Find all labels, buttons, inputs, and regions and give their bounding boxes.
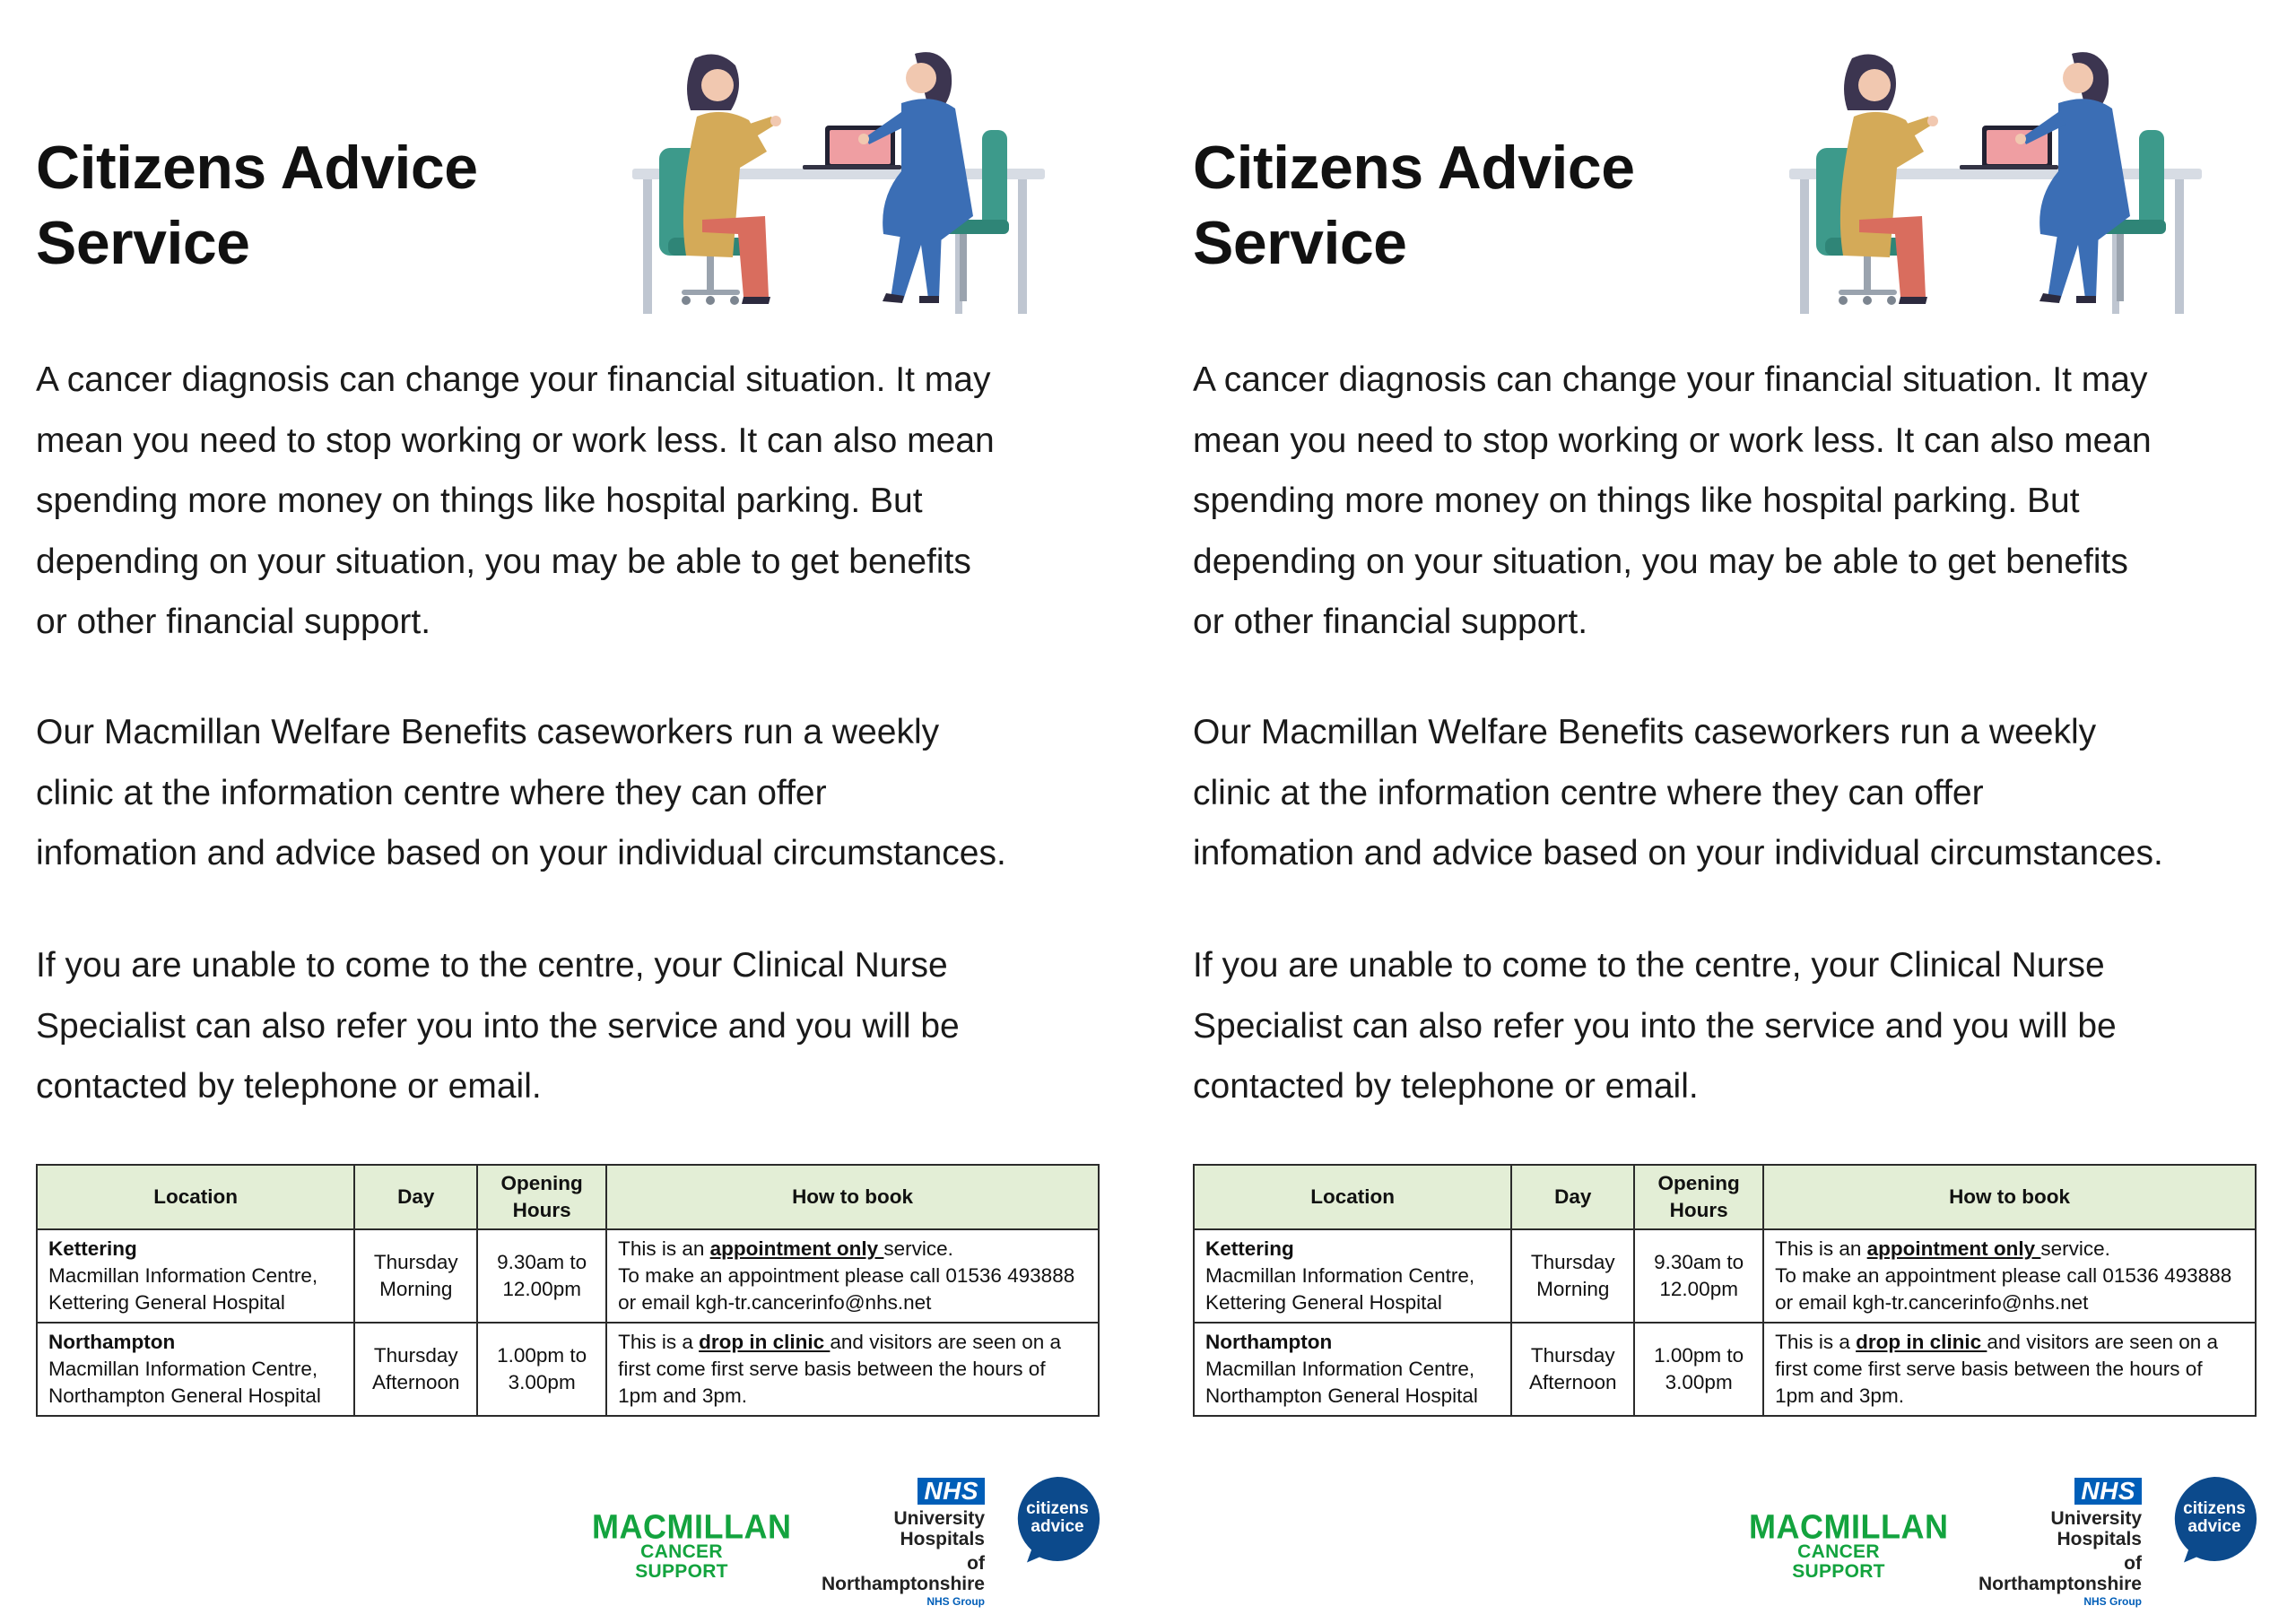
macmillan-tagline: CANCER SUPPORT [635, 1541, 728, 1582]
text-line: depending on your situation, you may be able to get benefits [36, 542, 971, 581]
nhs-logo [805, 1478, 985, 1609]
nhs-trust-name: University Hospitals [893, 1508, 985, 1549]
text-line: mean you need to stop working or work less. It can also mean [1193, 421, 2152, 460]
macmillan-wordmark: MACMILLAN [1749, 1506, 1949, 1546]
nhs-group-label: NHS Group [2083, 1595, 2142, 1608]
booking-emphasis: drop in clinic [699, 1331, 831, 1353]
title-line: Service [1193, 209, 1407, 277]
ca-line: advice [2187, 1517, 2241, 1536]
hours-line: 12.00pm [502, 1278, 581, 1300]
location-line: Macmillan Information Centre, [48, 1358, 318, 1380]
ca-line: citizens [1026, 1499, 1089, 1518]
location-name: Kettering [1205, 1237, 1294, 1260]
booking-text: This is an [1775, 1237, 1867, 1260]
location-name: Northampton [1205, 1331, 1333, 1353]
header-opening-hours [477, 1165, 606, 1229]
location-line: Macmillan Information Centre, [48, 1264, 318, 1287]
macmillan-wordmark: MACMILLAN [592, 1506, 792, 1546]
booking-text: service. [883, 1237, 953, 1260]
booking-line [1775, 1329, 2244, 1356]
citizens-advice-wordmark [1013, 1500, 1101, 1536]
cell-how-to-book [606, 1323, 1099, 1416]
booking-text: and visitors are seen on a [1987, 1331, 2219, 1353]
hours-line: 9.30am to [497, 1251, 587, 1273]
cell-location [1194, 1229, 1511, 1323]
cell-day [1511, 1229, 1634, 1323]
cell-how-to-book [606, 1229, 1099, 1323]
booking-email: or email kgh-tr.cancerinfo@nhs.net [618, 1291, 932, 1314]
header-hours-line: Opening [1657, 1172, 1740, 1194]
text-line: infomation and advice based on your individual circumstances. [36, 834, 1006, 872]
text-line: depending on your situation, you may be able to get benefits [1193, 542, 2128, 581]
citizens-advice-logo [1013, 1475, 1101, 1563]
booking-emphasis: drop in clinic [1856, 1331, 1987, 1353]
consultation-illustration [1789, 49, 2247, 318]
cell-location [37, 1323, 354, 1416]
title-line: Citizens Advice [36, 134, 478, 202]
macmillan-tagline: CANCER SUPPORT [1792, 1541, 1885, 1582]
location-name: Northampton [48, 1331, 176, 1353]
booking-line [1775, 1236, 2244, 1263]
text-line: contacted by telephone or email. [36, 1067, 542, 1106]
referral-paragraph [36, 935, 1112, 1117]
booking-text: This is an [618, 1237, 710, 1260]
location-line: Macmillan Information Centre, [1205, 1358, 1475, 1380]
clinic-paragraph [36, 702, 1112, 884]
booking-emphasis: appointment only [709, 1237, 884, 1260]
table-header-row [37, 1165, 1099, 1229]
cell-how-to-book [1763, 1229, 2256, 1323]
day-line: Thursday [373, 1344, 458, 1367]
hours-line: 1.00pm to [1654, 1344, 1744, 1367]
hours-line: 3.00pm [508, 1371, 576, 1393]
header-day: Day [1511, 1165, 1634, 1229]
title-line: Service [36, 209, 250, 277]
location-line: Macmillan Information Centre, [1205, 1264, 1475, 1287]
hours-line: 9.30am to [1654, 1251, 1744, 1273]
text-line: clinic at the information centre where they can offer [36, 773, 827, 812]
booking-phone: To make an appointment please call 01536 493888 [618, 1264, 1075, 1287]
cell-day [354, 1323, 477, 1416]
nhs-badge: NHS [2074, 1478, 2142, 1505]
macmillan-logo [592, 1506, 792, 1582]
text-line: infomation and advice based on your individual circumstances. [1193, 834, 2163, 872]
header-how-to-book: How to book [606, 1165, 1099, 1229]
text-line: If you are unable to come to the centre, your Clinical Nurse [36, 946, 948, 985]
booking-line: first come first serve basis between the hours of [1775, 1358, 2203, 1380]
day-line: Afternoon [371, 1371, 460, 1393]
header-location: Location [37, 1165, 354, 1229]
cell-how-to-book [1763, 1323, 2256, 1416]
clinic-table [1193, 1164, 2257, 1417]
text-line: mean you need to stop working or work less. It can also mean [36, 421, 995, 460]
booking-text: This is a [618, 1331, 700, 1353]
referral-paragraph [1193, 935, 2269, 1117]
table-row [1194, 1323, 2256, 1416]
cell-day [354, 1229, 477, 1323]
text-line: Specialist can also refer you into the service and you will be [36, 1006, 960, 1046]
location-name: Kettering [48, 1237, 137, 1260]
location-line: Northampton General Hospital [48, 1384, 321, 1407]
ca-line: advice [1031, 1517, 1084, 1536]
cell-location [37, 1229, 354, 1323]
intro-paragraph [1193, 350, 2269, 653]
consultation-illustration [632, 49, 1090, 318]
header-how-to-book: How to book [1763, 1165, 2256, 1229]
partner-logos [592, 1471, 1112, 1608]
text-line: spending more money on things like hospital parking. But [1193, 482, 2080, 520]
nhs-group-label: NHS Group [926, 1595, 985, 1608]
booking-text: and visitors are seen on a [830, 1331, 1062, 1353]
table-row [1194, 1229, 2256, 1323]
booking-text: service. [2040, 1237, 2110, 1260]
table-header-row [1194, 1165, 2256, 1229]
hours-line: 3.00pm [1665, 1371, 1733, 1393]
day-line: Afternoon [1528, 1371, 1617, 1393]
location-line: Kettering General Hospital [48, 1291, 285, 1314]
booking-phone: To make an appointment please call 01536 493888 [1775, 1264, 2232, 1287]
text-line: or other financial support. [36, 603, 431, 641]
text-line: spending more money on things like hospital parking. But [36, 482, 923, 520]
nhs-trust-name: of Northamptonshire [1978, 1553, 2142, 1594]
cell-hours [477, 1323, 606, 1416]
text-line: Specialist can also refer you into the service and you will be [1193, 1006, 2117, 1046]
header-hours-line: Hours [1669, 1199, 1728, 1221]
day-line: Morning [1536, 1278, 1610, 1300]
table-row [37, 1229, 1099, 1323]
booking-line [618, 1329, 1087, 1356]
day-line: Thursday [1530, 1251, 1615, 1273]
booking-line [618, 1236, 1087, 1263]
cell-hours [1634, 1323, 1763, 1416]
hours-line: 1.00pm to [497, 1344, 587, 1367]
booking-line: 1pm and 3pm. [1775, 1384, 1904, 1407]
text-line: contacted by telephone or email. [1193, 1067, 1699, 1106]
nhs-logo [1962, 1478, 2142, 1609]
page-title [36, 130, 478, 281]
nhs-trust-name: University Hospitals [2050, 1508, 2142, 1549]
booking-text: This is a [1775, 1331, 1857, 1353]
header-day: Day [354, 1165, 477, 1229]
cell-location [1194, 1323, 1511, 1416]
text-line: A cancer diagnosis can change your financial situation. It may [36, 360, 991, 399]
cell-hours [477, 1229, 606, 1323]
title-line: Citizens Advice [1193, 134, 1635, 202]
location-line: Kettering General Hospital [1205, 1291, 1442, 1314]
header-location: Location [1194, 1165, 1511, 1229]
citizens-advice-logo [2170, 1475, 2258, 1563]
cell-day [1511, 1323, 1634, 1416]
poster-left [36, 0, 1112, 1623]
clinic-paragraph [1193, 702, 2269, 884]
booking-emphasis: appointment only [1866, 1237, 2041, 1260]
day-line: Thursday [373, 1251, 458, 1273]
cell-hours [1634, 1229, 1763, 1323]
text-line: or other financial support. [1193, 603, 1588, 641]
citizens-advice-wordmark [2170, 1500, 2258, 1536]
header-hours-line: Opening [500, 1172, 583, 1194]
ca-line: citizens [2183, 1499, 2246, 1518]
hours-line: 12.00pm [1659, 1278, 1738, 1300]
day-line: Thursday [1530, 1344, 1615, 1367]
text-line: If you are unable to come to the centre, your Clinical Nurse [1193, 946, 2105, 985]
nhs-badge: NHS [918, 1478, 985, 1505]
text-line: clinic at the information centre where they can offer [1193, 773, 1984, 812]
nhs-trust-name: of Northamptonshire [821, 1553, 985, 1594]
header-hours-line: Hours [512, 1199, 571, 1221]
table-row [37, 1323, 1099, 1416]
location-line: Northampton General Hospital [1205, 1384, 1478, 1407]
clinic-table [36, 1164, 1100, 1417]
day-line: Morning [379, 1278, 453, 1300]
header-opening-hours [1634, 1165, 1763, 1229]
text-line: A cancer diagnosis can change your financial situation. It may [1193, 360, 2148, 399]
booking-line: first come first serve basis between the hours of [618, 1358, 1046, 1380]
poster-right [1193, 0, 2269, 1623]
booking-line: 1pm and 3pm. [618, 1384, 747, 1407]
page-title [1193, 130, 1635, 281]
text-line: Our Macmillan Welfare Benefits caseworkers run a weekly [36, 713, 940, 751]
text-line: Our Macmillan Welfare Benefits caseworkers run a weekly [1193, 713, 2097, 751]
intro-paragraph [36, 350, 1112, 653]
booking-email: or email kgh-tr.cancerinfo@nhs.net [1775, 1291, 2089, 1314]
partner-logos [1749, 1471, 2269, 1608]
macmillan-logo [1749, 1506, 1949, 1582]
